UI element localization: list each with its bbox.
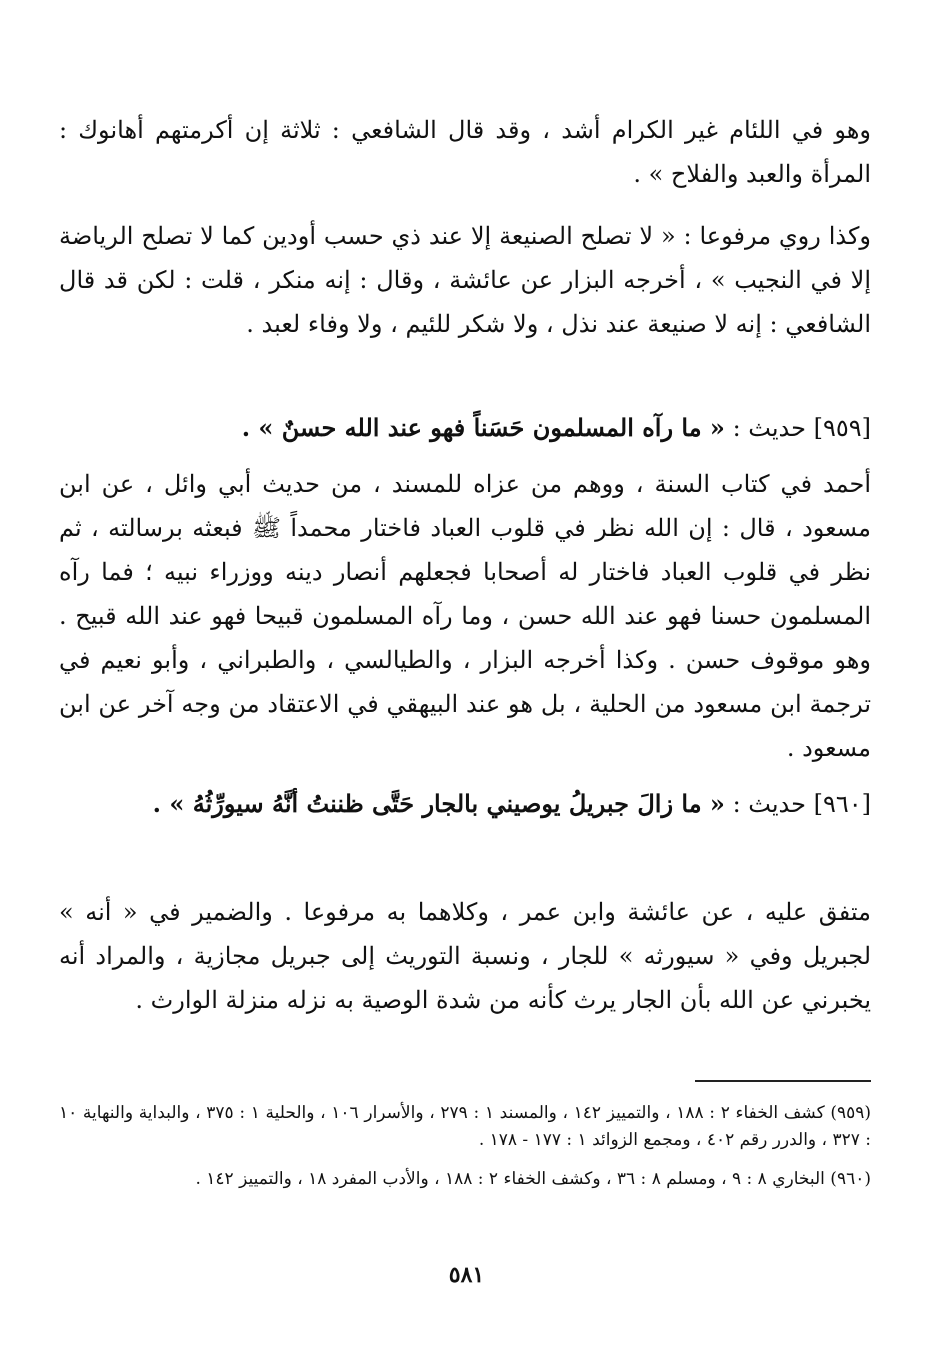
paragraph-hadith-960-commentary: متفق عليه ، عن عائشة وابن عمر ، وكلاهما به مرفوعا . والضمير في « أنه » لجبريل وفي « سيورثه » للجار ، ونسبة التوريث إلى جبريل مجازية ، والمراد أنه يخبرني عن الله بأن الجار يرث كأنه من شدة الوصية به نزله منزلة الوارث .: [59, 898, 871, 1014]
hadith-number-959: [٩٥٩] حديث :: [724, 414, 871, 442]
page-number: ٥٨١: [448, 1262, 485, 1288]
footnote-960: (٩٦٠) البخاري ٨ : ٩ ، ومسلم ٨ : ٣٦ ، وكشف الخفاء ٢ : ١٨٨ ، والأدب المفرد ١٨ ، والتمييز ١٤٢ .: [195, 1169, 871, 1189]
footnote-separator: [695, 1080, 871, 1082]
paragraph-shafii-quote: وهو في اللئام غير الكرام أشد ، وقد قال الشافعي : ثلاثة إن أكرمتهم أهانوك : المرأة والعبد والفلاح » .: [59, 116, 871, 188]
hadith-text-959: « ما رآه المسلمون حَسَناً فهو عند الله حسنٌ » .: [241, 413, 725, 442]
paragraph-hadith-959-commentary: أحمد في كتاب السنة ، ووهم من عزاه للمسند ، من حديث أبي وائل ، عن ابن مسعود ، قال : إن الله نظر في قلوب العباد فاختار محمداً ﷺ فبعثه برسالته ، ثم نظر في قلوب العباد فاختار له أصحابا فجعلهم أنصار دينه ووزراء نبيه ؛ فما رآه المسلمون حسنا فهو عند الله حسن ، وما رآه المسلمون قبيحا فهو عند الله قبيح . وهو موقوف حسن . وكذا أخرجه البزار ، والطيالسي ، والطبراني ، وأبو نعيم في ترجمة ابن مسعود من الحلية ، بل هو عند البيهقي في الاعتقاد من وجه آخر عن ابن مسعود .: [59, 470, 871, 762]
hadith-number-960: [٩٦٠] حديث :: [724, 790, 871, 818]
hadith-heading-959: [59, 406, 871, 450]
hadith-heading-960: [59, 782, 871, 826]
paragraph-marfu-narration: وكذا روي مرفوعا : « لا تصلح الصنيعة إلا عند ذي حسب أودين كما لا تصلح الرياضة إلا في النجيب » ، أخرجه البزار عن عائشة ، وقال : إنه منكر ، قلت : لكن قد قال الشافعي : إنه لا صنيعة عند نذل ، ولا شكر للئيم ، ولا وفاء لعبد .: [59, 222, 872, 338]
footnote-959: (٩٥٩) كشف الخفاء ٢ : ١٨٨ ، والتمييز ١٤٢ ، والمسند ١ : ٢٧٩ ، والأسرار ١٠٦ ، والحلية ١ : ٣٧٥ ، والبداية والنهاية ١٠ : ٣٢٧ ، والدرر رقم ٤٠٢ ، ومجمع الزوائد ١ : ١٧٧ - ١٧٨ .: [59, 1103, 871, 1150]
hadith-text-960: « ما زالَ جبريلُ يوصيني بالجار حَتَّى ظننتُ أنَّهُ سيورِّثُهُ » .: [152, 789, 725, 818]
